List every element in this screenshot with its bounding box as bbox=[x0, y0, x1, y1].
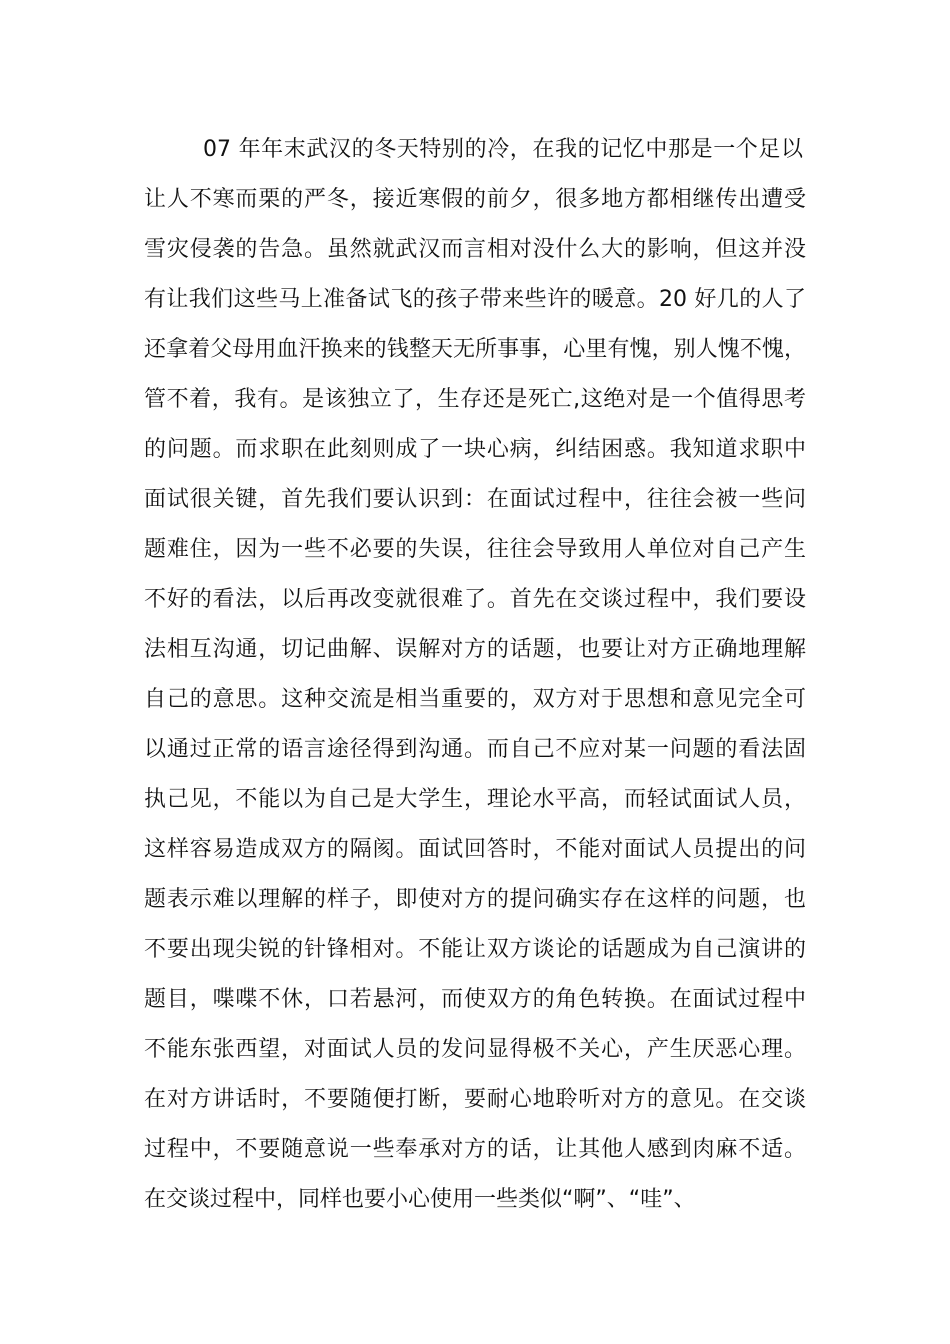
paragraph-line-19: 不能东张西望，对面试人员的发问显得极不关心，产生厌恶心理。 bbox=[144, 1037, 806, 1062]
paragraph-line-20: 在对方讲话时，不要随便打断，要耐心地聆听对方的意见。在交谈 bbox=[144, 1087, 806, 1112]
paragraph-line-5: 还拿着父母用血汗换来的钱整天无所事事，心里有愧，别人愧不愧， bbox=[144, 337, 806, 362]
paragraph-line-6: 管不着，我有。是该独立了，生存还是死亡,这绝对是一个值得思考 bbox=[144, 387, 806, 412]
paragraph-line-2: 让人不寒而栗的严冬，接近寒假的前夕，很多地方都相继传出遭受 bbox=[144, 187, 806, 212]
paragraph-line-17: 不要出现尖锐的针锋相对。不能让双方谈论的话题成为自己演讲的 bbox=[144, 937, 806, 962]
paragraph-line-11: 法相互沟通，切记曲解、误解对方的话题，也要让对方正确地理解 bbox=[144, 637, 806, 662]
paragraph-line-10: 不好的看法，以后再改变就很难了。首先在交谈过程中，我们要设 bbox=[144, 587, 806, 612]
paragraph-line-18: 题目，喋喋不休，口若悬河，而使双方的角色转换。在面试过程中 bbox=[144, 987, 806, 1012]
paragraph-line-9: 题难住，因为一些不必要的失误，往往会导致用人单位对自己产生 bbox=[144, 537, 806, 562]
paragraph-line-14: 执己见，不能以为自己是大学生，理论水平高，而轻试面试人员， bbox=[144, 787, 806, 812]
paragraph-line-15: 这样容易造成双方的隔阂。面试回答时，不能对面试人员提出的问 bbox=[144, 837, 806, 862]
paragraph-line-4: 有让我们这些马上准备试飞的孩子带来些许的暖意。20 好几的人了 bbox=[144, 287, 806, 312]
paragraph-line-16: 题表示难以理解的样子，即使对方的提问确实存在这样的问题，也 bbox=[144, 887, 806, 912]
paragraph-line-7: 的问题。而求职在此刻则成了一块心病，纠结困惑。我知道求职中 bbox=[144, 437, 806, 462]
paragraph-line-8: 面试很关键，首先我们要认识到：在面试过程中，往往会被一些问 bbox=[144, 487, 806, 512]
paragraph-line-3: 雪灾侵袭的告急。虽然就武汉而言相对没什么大的影响，但这并没 bbox=[144, 237, 806, 262]
paragraph-line-21: 过程中，不要随意说一些奉承对方的话，让其他人感到肉麻不适。 bbox=[144, 1137, 806, 1162]
paragraph-line-1: 07 年年末武汉的冬天特别的冷，在我的记忆中那是一个足以 bbox=[203, 137, 803, 162]
paragraph-line-13: 以通过正常的语言途径得到沟通。而自己不应对某一问题的看法固 bbox=[144, 737, 806, 762]
paragraph-line-12: 自己的意思。这种交流是相当重要的，双方对于思想和意见完全可 bbox=[144, 687, 806, 712]
paragraph-line-22: 在交谈过程中，同样也要小心使用一些类似“啊”、“哇”、 bbox=[144, 1187, 696, 1212]
